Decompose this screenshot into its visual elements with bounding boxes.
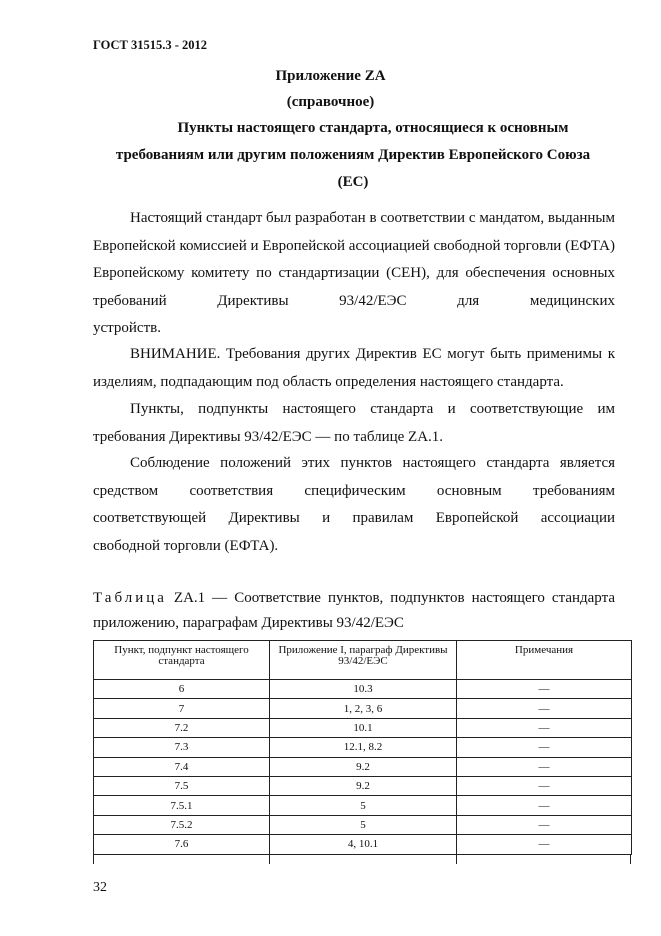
table-row [94, 718, 632, 737]
table-row [94, 815, 632, 834]
table-row [94, 680, 632, 699]
cell-clause: 7.2 [94, 718, 270, 737]
cell-note: — [457, 776, 632, 795]
cell-note: — [457, 757, 632, 776]
paragraph-text: Настоящий стандарт был разработан в соответствии с мандатом, выданным Европейской комиссией и Европейской ассоциацией свободной торговли (ЕФТА) Европейскому комитету по стандартизации (СЕН), для обеспечения основных требований Директивы 93/42/ЕЭС для медицинских [93, 210, 615, 309]
table-header-row [94, 641, 632, 680]
cell-clause: 7.5 [94, 776, 270, 795]
paragraph-mandate [93, 205, 615, 343]
cell-note: — [457, 718, 632, 737]
header-directive-paragraph: Приложение I, параграф Директивы 93/42/ЕЭС [270, 641, 457, 680]
cell-directive-paragraph: 5 [270, 796, 457, 815]
cell-clause: 7.5.2 [94, 815, 270, 834]
cell-note: — [457, 699, 632, 718]
header-notes: Примечания [457, 641, 632, 680]
cell-clause: 7.4 [94, 757, 270, 776]
annex-heading-line: Пункты настоящего стандарта, относящиеся к основным [177, 120, 569, 136]
cell-clause: 7.5.1 [94, 796, 270, 815]
cell-note: — [457, 738, 632, 757]
cell-clause: 7.6 [94, 835, 270, 854]
cell-directive-paragraph: 4, 10.1 [270, 835, 457, 854]
cell-clause: 7 [94, 699, 270, 718]
table-caption-text: ZA.1 — Соответствие пунктов, подпунктов настоящего стандарта приложению, параграфам Директивы 93/42/ЕЭС [93, 590, 615, 631]
cell-directive-paragraph: 1, 2, 3, 6 [270, 699, 457, 718]
paragraph-text: свободной торговли (ЕФТА). [93, 537, 279, 554]
cell-clause: 7.3 [94, 738, 270, 757]
paragraph-compliance [93, 450, 615, 560]
annex-heading [93, 115, 613, 196]
annex-subtitle: (справочное) [286, 94, 375, 110]
table-continuation [93, 854, 631, 864]
annex-heading-line: (ЕС) [337, 174, 369, 190]
annex-title: Приложение ZA [275, 68, 386, 84]
cell-directive-paragraph: 5 [270, 815, 457, 834]
paragraph-text: ВНИМАНИЕ. Требования других Директив ЕС могут быть применимы к изделиям, подпадающим под область определения настоящего стандарта. [93, 346, 615, 390]
cell-note: — [457, 815, 632, 834]
table-caption [93, 586, 615, 636]
header-clause: Пункт, подпункт настоящего стандарта [94, 641, 270, 680]
cell-note: — [457, 680, 632, 699]
table-row [94, 757, 632, 776]
document-code: ГОСТ 31515.3 - 2012 [93, 38, 208, 52]
table-row [94, 776, 632, 795]
cell-note: — [457, 796, 632, 815]
cell-directive-paragraph: 9.2 [270, 757, 457, 776]
cell-note: — [457, 835, 632, 854]
paragraph-text: Пункты, подпункты настоящего стандарта и соответствующие им требования Директивы 93/42/ЕЭС — по таблице ZA.1. [93, 401, 615, 445]
paragraph-clauses [93, 396, 615, 451]
cell-clause: 6 [94, 680, 270, 699]
table-row [94, 738, 632, 757]
annex-heading-line: требованиям или другим положениям Директив Европейского Союза [115, 147, 591, 163]
page-number: 32 [93, 880, 107, 895]
table-caption-label: Таблица [93, 590, 167, 606]
cell-directive-paragraph: 9.2 [270, 776, 457, 795]
table-row [94, 796, 632, 815]
cell-directive-paragraph: 10.1 [270, 718, 457, 737]
correspondence-table [93, 640, 632, 855]
table-row [94, 835, 632, 854]
paragraph-text: Соблюдение положений этих пунктов настоящего стандарта является средством соответствия специфическим основным требованиям соответствующей Директивы и правилам Европейской ассоциации [93, 455, 615, 526]
cell-directive-paragraph: 12.1, 8.2 [270, 738, 457, 757]
table-row [94, 699, 632, 718]
paragraph-text: устройств. [93, 320, 161, 336]
cell-directive-paragraph: 10.3 [270, 680, 457, 699]
paragraph-warning [93, 341, 615, 396]
